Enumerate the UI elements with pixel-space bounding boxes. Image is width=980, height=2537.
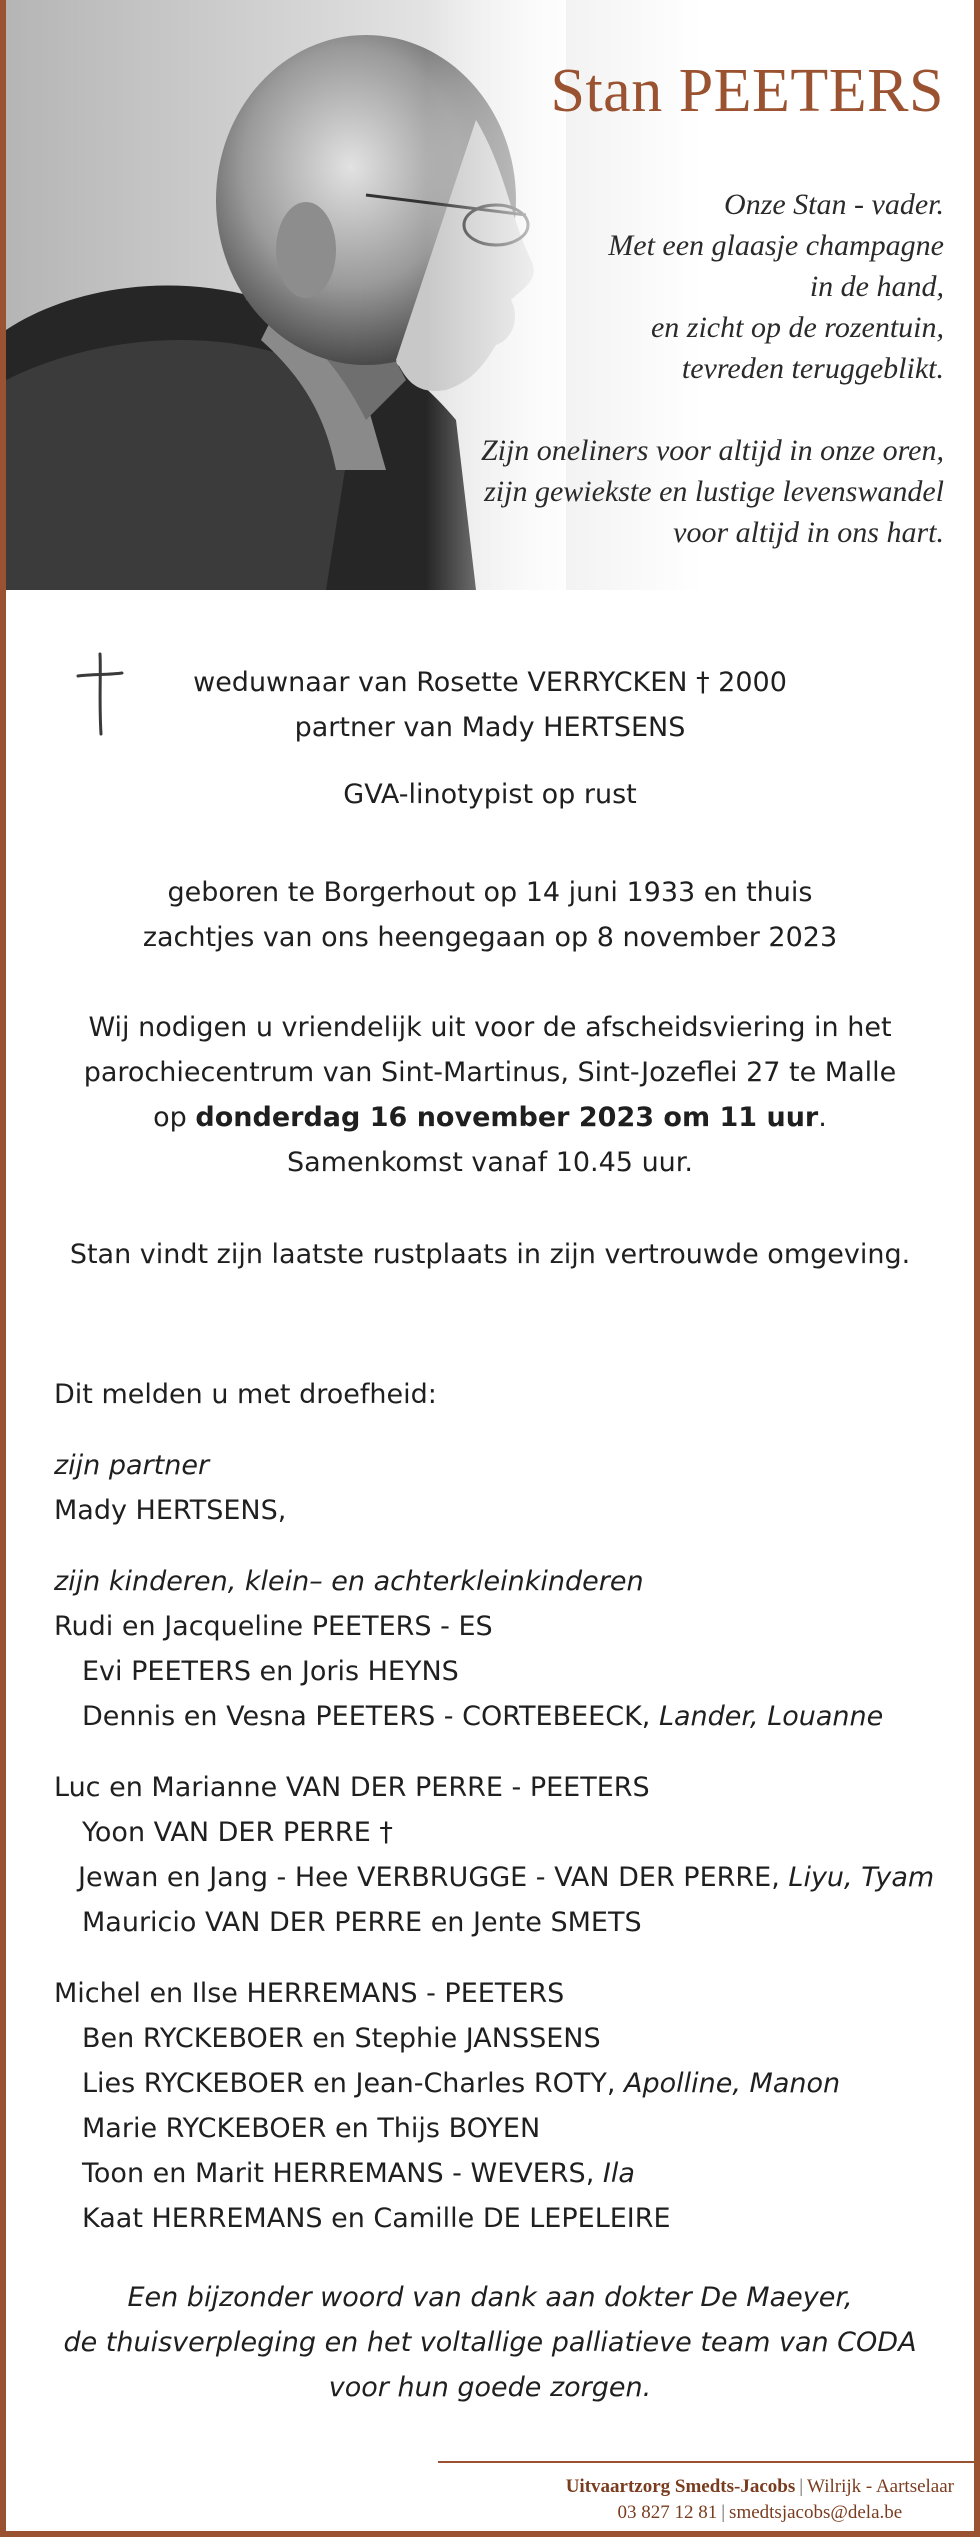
birth-line-2: zachtjes van ons heengegaan op 8 november 2023 xyxy=(142,922,838,953)
intro-block xyxy=(6,660,974,750)
family-luc-sub-2 xyxy=(54,1855,954,1900)
poem-line: en zicht op de rozentuin, xyxy=(650,311,944,344)
thanks-line-3: voor hun goede zorgen. xyxy=(328,2372,652,2403)
family-michel-sub-1: Ben RYCKEBOER en Stephie JANSSENS xyxy=(82,2023,601,2054)
family-michel-sub-5: Kaat HERREMANS en Camille DE LEPELEIRE xyxy=(82,2203,671,2234)
footer-line-1 xyxy=(566,2474,954,2500)
family-section xyxy=(54,1372,954,2241)
invite-line-4: Samenkomst vanaf 10.45 uur. xyxy=(286,1147,693,1178)
deceased-name: Stan PEETERS xyxy=(550,57,944,125)
resting-line: Stan vindt zijn laatste rustplaats in zijn vertrouwde omgeving. xyxy=(69,1239,911,1270)
names: Jewan en Jang - Hee VERBRUGGE - VAN DER PERRE, xyxy=(78,1862,789,1893)
spacer xyxy=(54,1739,954,1765)
names: Dennis en Vesna PEETERS - CORTEBEECK, xyxy=(82,1701,659,1732)
family-luc-head: Luc en Marianne VAN DER PERRE - PEETERS xyxy=(54,1772,650,1803)
partner-name: Mady HERTSENS, xyxy=(54,1495,287,1526)
poem-stanza-2 xyxy=(481,430,944,553)
spacer xyxy=(54,1417,954,1443)
poem xyxy=(481,184,944,590)
footer-line-2 xyxy=(566,2500,954,2526)
partner-label: zijn partner xyxy=(54,1450,210,1481)
invitation-block xyxy=(6,1005,974,1185)
poem-line: Onze Stan - vader. xyxy=(724,188,944,221)
birth-block xyxy=(6,870,974,960)
partner-line: partner van Mady HERTSENS xyxy=(294,712,686,743)
profession-text: GVA-linotypist op rust xyxy=(343,779,637,810)
family-luc-sub-3: Mauricio VAN DER PERRE en Jente SMETS xyxy=(82,1907,642,1938)
thanks-line-1: Een bijzonder woord van dank aan dokter De Maeyer, xyxy=(127,2282,853,2313)
thanks-line-2: de thuisverpleging en het voltallige palliatieve team van CODA xyxy=(63,2327,917,2358)
ceremony-date: donderdag 16 november 2023 om 11 uur xyxy=(195,1102,819,1133)
family-michel-head: Michel en Ilse HERREMANS - PEETERS xyxy=(54,1978,565,2009)
resting-block xyxy=(6,1232,974,1277)
great-grandchildren: Apolline, Manon xyxy=(624,2068,841,2099)
invite-suffix: . xyxy=(818,1102,827,1133)
family-michel-sub-4 xyxy=(54,2151,954,2196)
thanks-block xyxy=(6,2275,974,2410)
children-label: zijn kinderen, klein– en achterkleinkinderen xyxy=(54,1566,644,1597)
footer-divider xyxy=(438,2461,974,2463)
family-michel-sub-3: Marie RYCKEBOER en Thijs BOYEN xyxy=(82,2113,541,2144)
funeral-home-email[interactable]: smedtsjacobs@dela.be xyxy=(729,2502,903,2523)
invite-line-2: parochiecentrum van Sint-Martinus, Sint-Jozeflei 27 te Malle xyxy=(83,1057,897,1088)
funeral-home-footer xyxy=(566,2474,954,2526)
poem-stanza-1 xyxy=(481,184,944,389)
footer-separator: | xyxy=(721,2502,726,2523)
poem-line: tevreden teruggeblikt. xyxy=(681,352,944,385)
spacer xyxy=(54,1533,954,1559)
family-rudi-sub-1: Evi PEETERS en Joris HEYNS xyxy=(82,1656,459,1687)
family-michel-sub-2 xyxy=(54,2061,954,2106)
great-grandchildren: Ila xyxy=(602,2158,635,2189)
family-rudi-sub-2 xyxy=(54,1694,954,1739)
profession-line xyxy=(6,772,974,817)
names: Toon en Marit HERREMANS - WEVERS, xyxy=(82,2158,603,2189)
poem-line: Met een glaasje champagne xyxy=(608,229,944,262)
widower-line: weduwnaar van Rosette VERRYCKEN † 2000 xyxy=(193,667,787,698)
great-grandchildren: Liyu, Tyam xyxy=(788,1862,935,1893)
spacer xyxy=(54,1945,954,1971)
footer-separator: | xyxy=(799,2476,804,2497)
invite-prefix: op xyxy=(153,1102,196,1133)
great-grandchildren: Lander, Louanne xyxy=(658,1701,884,1732)
funeral-home-name: Uitvaartzorg Smedts-Jacobs xyxy=(565,2476,796,2497)
announce-line: Dit melden u met droefheid: xyxy=(54,1379,437,1410)
funeral-home-location: Wilrijk - Aartselaar xyxy=(807,2476,954,2497)
invite-line-1: Wij nodigen u vriendelijk uit voor de afscheidsviering in het xyxy=(88,1012,892,1043)
family-luc-sub-1: Yoon VAN DER PERRE † xyxy=(82,1817,393,1848)
header-banner xyxy=(6,0,974,590)
poem-line: in de hand, xyxy=(809,270,944,303)
poem-line: voor altijd in ons hart. xyxy=(673,516,944,549)
invite-line-3 xyxy=(6,1095,974,1140)
funeral-home-phone[interactable]: 03 827 12 81 xyxy=(617,2502,718,2523)
poem-line: Zijn oneliners voor altijd in onze oren, xyxy=(480,434,944,467)
poem-line: zijn gewiekste en lustige levenswandel xyxy=(484,475,944,508)
family-rudi-head: Rudi en Jacqueline PEETERS - ES xyxy=(54,1611,493,1642)
birth-line-1: geboren te Borgerhout op 14 juni 1933 en thuis xyxy=(167,877,813,908)
names: Lies RYCKEBOER en Jean-Charles ROTY, xyxy=(82,2068,624,2099)
